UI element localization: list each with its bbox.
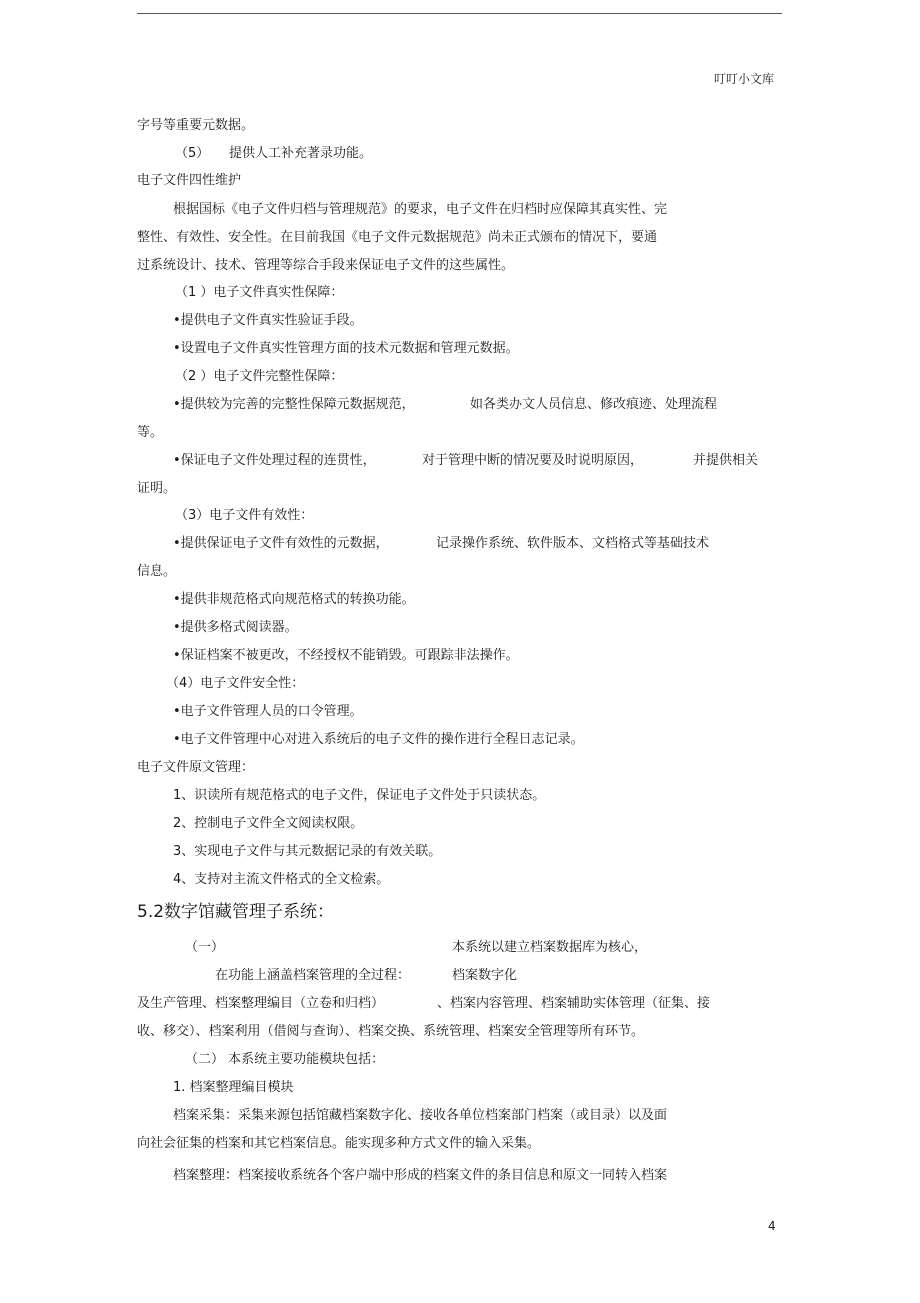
text-line: 信息。 xyxy=(137,564,177,579)
list-marker: （5） xyxy=(175,146,210,161)
text-line: 过系统设计、技术、管理等综合手段来保证电子文件的这些属性。 xyxy=(137,258,515,273)
list-item: 1. 档案整理编目模块 xyxy=(173,1080,294,1095)
text-line: 对于管理中断的情况要及时说明原因， xyxy=(422,453,644,468)
bullet-item: •电子文件管理人员的口令管理。 xyxy=(173,704,363,719)
bullet-item: •设置电子文件真实性管理方面的技术元数据和管理元数据。 xyxy=(173,341,519,356)
bullet-item: •提供非规范格式向规范格式的转换功能。 xyxy=(173,592,415,607)
text-line: 如各类办文人员信息、修改痕迹、处理流程 xyxy=(470,397,718,412)
subsection-heading: （1 ）电子文件真实性保障： xyxy=(175,285,344,300)
list-item: 2、控制电子文件全文阅读权限。 xyxy=(173,816,364,831)
text-line: 向社会征集的档案和其它档案信息。能实现多种方式文件的输入采集。 xyxy=(137,1136,541,1151)
list-item: 3、实现电子文件与其元数据记录的有效关联。 xyxy=(173,844,442,859)
bullet-item: •提供多格式阅读器。 xyxy=(173,620,298,635)
text-line: 字号等重要元数据。 xyxy=(137,118,255,133)
bullet-item: •电子文件管理中心对进入系统后的电子文件的操作进行全程日志记录。 xyxy=(173,732,584,747)
bullet-item: •保证电子文件处理过程的连贯性， xyxy=(173,453,376,468)
bullet-item: •保证档案不被更改，不经授权不能销毁。可跟踪非法操作。 xyxy=(173,648,519,663)
subsection-heading: （2 ）电子文件完整性保障： xyxy=(175,369,344,384)
text-line: 在功能上涵盖档案管理的全过程： xyxy=(215,968,411,983)
text-line: 记录操作系统、软件版本、文档格式等基础技术 xyxy=(436,536,710,551)
list-item: 4、支持对主流文件格式的全文检索。 xyxy=(173,872,390,887)
text-line: 、档案内容管理、档案辅助实体管理（征集、接 xyxy=(437,996,711,1011)
text-line: 提供人工补充著录功能。 xyxy=(229,146,373,161)
subsection-heading: （二） 本系统主要功能模块包括： xyxy=(185,1052,385,1067)
section-heading: 电子文件四性维护 xyxy=(137,173,242,188)
text-line: 并提供相关 xyxy=(693,453,759,468)
text-line: 档案数字化 xyxy=(452,968,518,983)
text-line: 及生产管理、档案整理编目（立卷和归档） xyxy=(137,996,385,1011)
bullet-item: •提供保证电子文件有效性的元数据， xyxy=(173,536,389,551)
list-marker: （一） xyxy=(185,940,225,955)
chapter-heading: 5.2数字馆藏管理子系统： xyxy=(137,902,335,922)
text-line: 等。 xyxy=(137,425,164,440)
list-item: 1、识读所有规范格式的电子文件，保证电子文件处于只读状态。 xyxy=(173,788,546,803)
text-line: 本系统以建立档案数据库为核心， xyxy=(452,940,648,955)
subsection-heading: （3）电子文件有效性： xyxy=(175,508,314,523)
text-line: 根据国标《电子文件归档与管理规范》的要求，电子文件在归档时应保障其真实性、完 xyxy=(173,202,668,217)
bullet-item: •提供电子文件真实性验证手段。 xyxy=(173,313,363,328)
text-line: 收、移交）、档案利用（借阅与查询）、档案交换、系统管理、档案安全管理等所有环节。 xyxy=(137,1024,645,1039)
text-line: 整性、有效性、安全性。在目前我国《电子文件元数据规范》尚未正式颁布的情况下，要通 xyxy=(137,230,658,245)
bullet-item: •提供较为完善的完整性保障元数据规范， xyxy=(173,397,415,412)
header-site-name: 叮叮小文库 xyxy=(713,72,774,86)
text-line: 档案采集：采集来源包括馆藏档案数字化、接收各单位档案部门档案（或目录）以及面 xyxy=(173,1108,668,1123)
page-number: 4 xyxy=(768,1219,776,1233)
text-line: 证明。 xyxy=(137,481,177,496)
subsection-heading: （4）电子文件安全性： xyxy=(166,676,305,691)
text-line: 档案整理：档案接收系统各个客户端中形成的档案文件的条目信息和原文一同转入档案 xyxy=(173,1168,668,1183)
section-heading: 电子文件原文管理： xyxy=(137,760,255,775)
header-rule xyxy=(137,13,782,14)
